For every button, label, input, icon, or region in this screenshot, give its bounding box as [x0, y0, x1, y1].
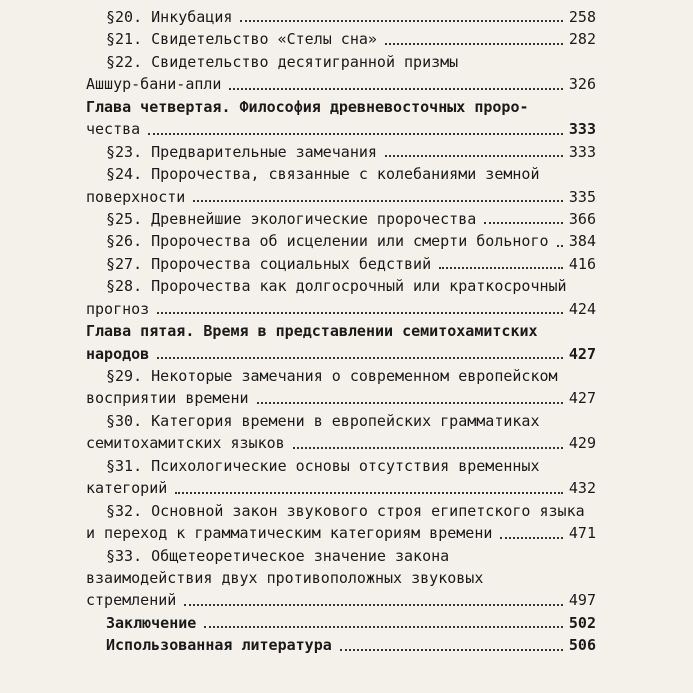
toc-page-number: 471: [568, 524, 596, 543]
toc-line: [86, 545, 596, 567]
toc-page-number: 432: [568, 479, 596, 498]
toc-entry-text: чества: [86, 120, 141, 139]
toc-line: [86, 298, 596, 320]
toc-page-number: 333: [568, 120, 596, 139]
toc-line: [86, 410, 596, 432]
toc-line: [86, 455, 596, 477]
dot-leader: [184, 604, 563, 606]
toc-entry-text: Использованная литература: [106, 636, 332, 655]
toc-entry-text: семитохамитских языков: [86, 434, 285, 453]
toc-line: [86, 500, 596, 522]
toc-line: [86, 6, 596, 28]
toc-entry-text: прогноз: [86, 299, 150, 318]
toc-line: [86, 567, 596, 589]
toc-entry-text: §31. Психологические основы отсутствия временных: [106, 456, 540, 475]
dot-leader: [385, 43, 563, 45]
toc-entry-text: Глава пятая. Время в представлении семитохамитских: [86, 322, 538, 341]
toc-line: [86, 163, 596, 185]
toc-line: [86, 477, 596, 499]
dot-leader: [204, 626, 563, 628]
dot-leader: [340, 649, 563, 651]
toc-line: [86, 432, 596, 454]
dot-leader: [500, 537, 563, 539]
toc-page-number: 502: [568, 613, 596, 632]
toc-entry-text: §29. Некоторые замечания о современном европейском: [106, 367, 558, 385]
dot-leader: [193, 200, 563, 202]
toc-line: [86, 73, 596, 95]
toc-entry-text: §30. Категория времени в европейских грамматиках: [106, 411, 540, 430]
dot-leader: [157, 357, 563, 359]
toc-entry-text: §25. Древнейшие экологические пророчества: [106, 209, 477, 228]
toc-page-number: 506: [568, 636, 596, 655]
toc-entry-text: восприятии времени: [86, 389, 249, 408]
toc-line: [86, 208, 596, 230]
toc-entry-text: §22. Свидетельство десятигранной призмы: [106, 52, 459, 71]
toc-entry-text: §27. Пророчества социальных бедствий: [106, 254, 432, 273]
dot-leader: [157, 312, 563, 314]
toc-entry-text: народов: [86, 344, 150, 363]
toc-entry-text: категорий: [86, 479, 168, 498]
toc-line: [86, 230, 596, 252]
dot-leader: [229, 88, 563, 90]
toc-line: [86, 51, 596, 73]
toc-page-number: 427: [568, 344, 596, 363]
toc-entry-text: взаимодействия двух противоположных звуковых: [86, 568, 484, 587]
toc-entry-text: Ашшур-бани-апли: [86, 75, 222, 94]
toc-entry-text: и переход к грамматическим категориям времени: [86, 524, 493, 543]
toc-page-number: 424: [568, 299, 596, 318]
toc-line: [86, 343, 596, 365]
dot-leader: [257, 402, 563, 404]
toc-page-number: 429: [568, 434, 596, 453]
dot-leader: [439, 267, 563, 269]
toc-page-number: 258: [568, 8, 596, 26]
dot-leader: [175, 492, 563, 494]
toc-line: [86, 612, 596, 634]
toc-entry-text: §20. Инкубация: [106, 8, 233, 26]
dot-leader: [484, 222, 563, 224]
toc-entry-text: §23. Предварительные замечания: [106, 142, 377, 161]
toc-entry-text: стремлений: [86, 591, 177, 610]
toc-entry-text: §33. Общетеоретическое значение закона: [106, 546, 450, 565]
toc-entry-text: Заключение: [106, 613, 197, 632]
toc-page-number: 416: [568, 254, 596, 273]
toc-page-number: 427: [568, 389, 596, 408]
toc-line: [86, 387, 596, 409]
toc-line: [86, 522, 596, 544]
dot-leader: [557, 245, 563, 247]
toc-page-number: 282: [568, 30, 596, 49]
toc-line: [86, 634, 596, 656]
toc-line: [86, 320, 596, 342]
dot-leader: [148, 133, 563, 135]
dot-leader: [240, 20, 563, 22]
toc-page-number: 497: [568, 591, 596, 610]
toc-entry-text: поверхности: [86, 187, 186, 206]
toc-page-number: 384: [568, 232, 596, 251]
toc-page-number: 333: [568, 142, 596, 161]
dot-leader: [385, 155, 563, 157]
table-of-contents: [86, 6, 596, 657]
toc-line: [86, 365, 596, 387]
toc-entry-text: §24. Пророчества, связанные с колебаниями земной: [106, 165, 540, 184]
toc-line: [86, 96, 596, 118]
toc-entry-text: §21. Свидетельство «Стелы сна»: [106, 30, 377, 49]
toc-line: [86, 28, 596, 50]
toc-line: [86, 275, 596, 297]
toc-line: [86, 118, 596, 140]
toc-entry-text: Глава четвертая. Философия древневосточных проро-: [86, 97, 529, 116]
toc-page-number: 326: [568, 75, 596, 94]
toc-line: [86, 253, 596, 275]
toc-line: [86, 141, 596, 163]
toc-entry-text: §26. Пророчества об исцелении или смерти больного: [106, 232, 549, 251]
toc-page-number: 366: [568, 209, 596, 228]
toc-entry-text: §32. Основной закон звукового строя египетского языка: [106, 501, 585, 520]
toc-line: [86, 589, 596, 611]
toc-line: [86, 186, 596, 208]
toc-page-number: 335: [568, 187, 596, 206]
dot-leader: [293, 447, 563, 449]
toc-entry-text: §28. Пророчества как долгосрочный или краткосрочный: [106, 277, 567, 296]
